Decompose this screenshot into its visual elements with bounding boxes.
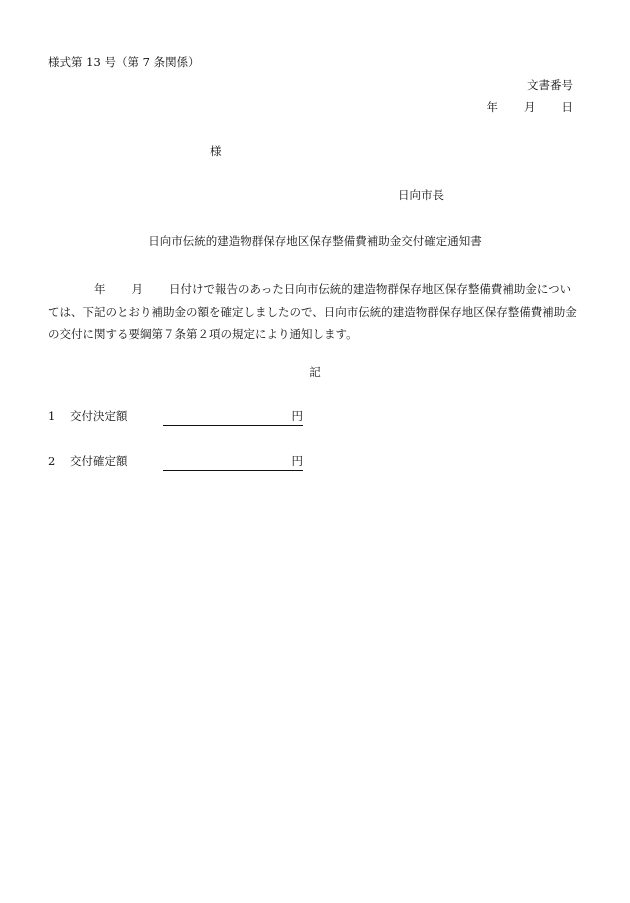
body-text xyxy=(48,278,588,346)
item-number: 1 xyxy=(48,409,56,423)
body-line-3: の交付に関する要綱第７条第２項の規定により通知します。 xyxy=(48,327,358,341)
body-line-1 xyxy=(48,278,588,301)
body-line-1-text: 日付けで報告のあった日向市伝統的建造物群保存地区保存整備費補助金につい xyxy=(169,282,572,296)
yen-unit: 円 xyxy=(291,409,303,423)
item-label: 交付決定額 xyxy=(70,409,128,423)
amount-blank-field xyxy=(163,455,303,471)
issuer: 日向市長 xyxy=(398,188,444,202)
form-number: 様式第 13 号（第 7 条関係） xyxy=(48,55,200,69)
recipient-suffix: 様 xyxy=(210,144,222,158)
item-grant-decision-amount xyxy=(48,410,303,426)
item-number: 2 xyxy=(48,454,56,468)
ki-heading: 記 xyxy=(309,365,321,379)
body-month: 月 xyxy=(131,282,143,296)
document-number-label: 文書番号 xyxy=(527,78,573,92)
date-month: 月 xyxy=(524,100,536,114)
date-year: 年 xyxy=(486,100,498,114)
issue-date xyxy=(487,101,574,115)
amount-blank-field xyxy=(163,410,303,426)
date-day: 日 xyxy=(561,100,573,114)
body-line-2: ては、下記のとおり補助金の額を確定しましたので、日向市伝統的建造物群保存地区保存整備費補助金 xyxy=(48,304,577,319)
document-title: 日向市伝統的建造物群保存地区保存整備費補助金交付確定通知書 xyxy=(148,234,482,248)
item-grant-confirmed-amount xyxy=(48,455,303,471)
body-year: 年 xyxy=(94,282,106,296)
item-label: 交付確定額 xyxy=(70,454,128,468)
yen-unit: 円 xyxy=(291,454,303,468)
